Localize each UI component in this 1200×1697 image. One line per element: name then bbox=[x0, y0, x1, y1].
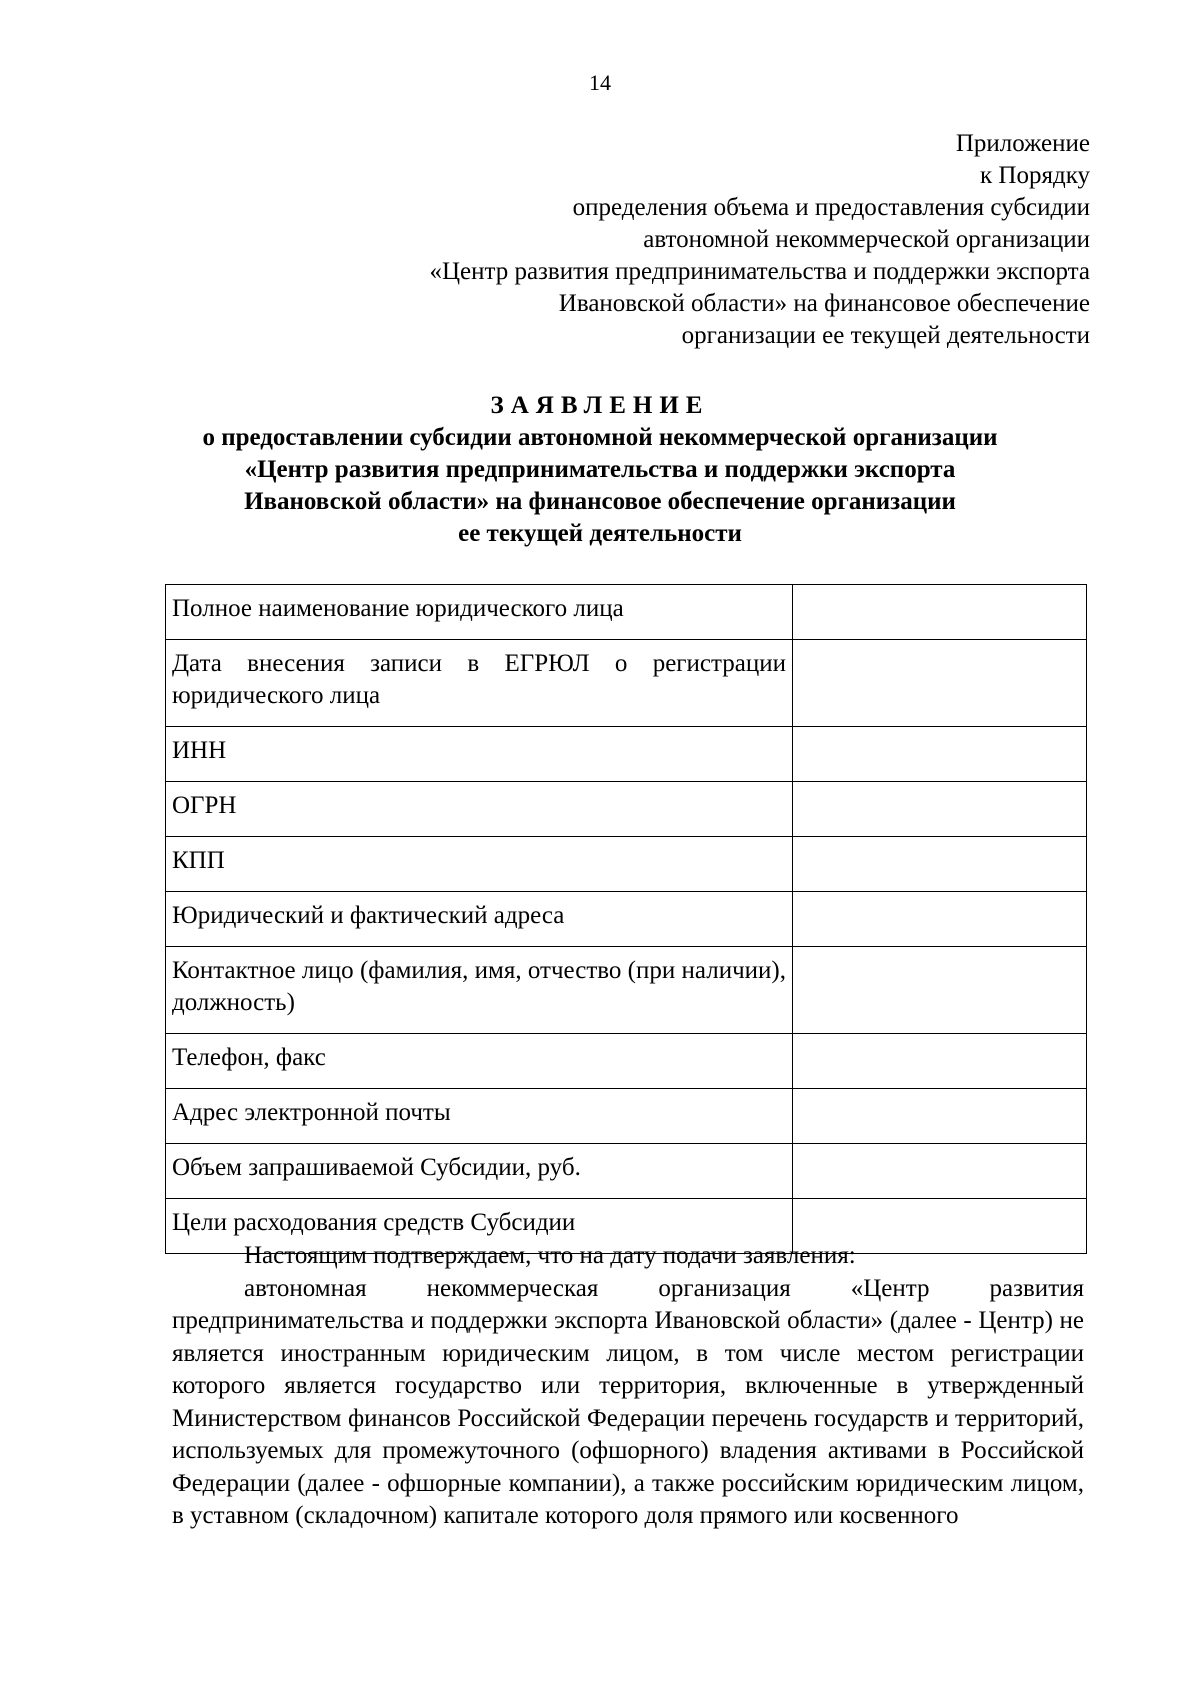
subtitle-line: Ивановской области» на финансовое обеспечение организации bbox=[244, 488, 956, 515]
row-label-subsidy-purposes: Цели расходования средств Субсидии bbox=[166, 1199, 793, 1254]
row-value-egrul-date[interactable] bbox=[793, 640, 1087, 727]
appendix-line: Приложение bbox=[955, 130, 1090, 157]
row-label-ogrn: ОГРН bbox=[166, 782, 793, 837]
row-value-inn[interactable] bbox=[793, 727, 1087, 782]
row-label-kpp: КПП bbox=[166, 837, 793, 892]
table-row bbox=[166, 640, 1087, 727]
row-value-ogrn[interactable] bbox=[793, 782, 1087, 837]
row-label-contact-person: Контактное лицо (фамилия, имя, отчество (при наличии), должность) bbox=[166, 947, 793, 1034]
table-row bbox=[166, 1089, 1087, 1144]
subtitle-line: «Центр развития предпринимательства и поддержки экспорта bbox=[244, 456, 956, 483]
row-label-egrul-date: Дата внесения записи в ЕГРЮЛ о регистрации юридического лица bbox=[166, 640, 793, 727]
row-value-contact-person[interactable] bbox=[793, 947, 1087, 1034]
row-label-addresses: Юридический и фактический адреса bbox=[166, 892, 793, 947]
row-label-inn: ИНН bbox=[166, 727, 793, 782]
application-form-table bbox=[165, 584, 1087, 1254]
row-label-full-name: Полное наименование юридического лица bbox=[166, 585, 793, 640]
row-label-phone-fax: Телефон, факс bbox=[166, 1034, 793, 1089]
row-value-email[interactable] bbox=[793, 1089, 1087, 1144]
row-value-phone-fax[interactable] bbox=[793, 1034, 1087, 1089]
table-row bbox=[166, 837, 1087, 892]
appendix-block bbox=[429, 128, 1090, 352]
table-row bbox=[166, 1144, 1087, 1199]
table-row bbox=[166, 947, 1087, 1034]
row-value-subsidy-amount[interactable] bbox=[793, 1144, 1087, 1199]
table-row bbox=[166, 892, 1087, 947]
table-row bbox=[166, 782, 1087, 837]
row-value-addresses[interactable] bbox=[793, 892, 1087, 947]
confirmation-paragraph: автономная некоммерческая организация «Центр развития предпринимательства и поддержки экспорта Ивановской области» (далее - Центр) не является иностранным юридическим лицом, в том числе местом регистрации которого является государство или территория, включенные в утвержденный Министерством финансов Российской Федерации перечень государств и территорий, используемых для промежуточного (офшорного) владения активами в Российской Федерации (далее - офшорные компании), а также российским юридическим лицом, в уставном (складочном) капитале которого доля прямого или косвенного bbox=[172, 1274, 1084, 1529]
table-row bbox=[166, 727, 1087, 782]
subtitle-line: о предоставлении субсидии автономной некоммерческой организации bbox=[202, 424, 998, 451]
page-number: 14 bbox=[589, 70, 611, 95]
row-label-email: Адрес электронной почты bbox=[166, 1089, 793, 1144]
confirmation-text bbox=[172, 1240, 1084, 1533]
document-subtitle bbox=[0, 422, 1200, 550]
appendix-line: Ивановской области» на финансовое обеспечение bbox=[558, 290, 1090, 317]
row-value-kpp[interactable] bbox=[793, 837, 1087, 892]
table-row bbox=[166, 585, 1087, 640]
row-label-subsidy-amount: Объем запрашиваемой Субсидии, руб. bbox=[166, 1144, 793, 1199]
appendix-line: определения объема и предоставления субсидии bbox=[572, 194, 1090, 221]
appendix-line: организации ее текущей деятельности bbox=[681, 322, 1090, 349]
subtitle-line: ее текущей деятельности bbox=[458, 520, 742, 547]
confirmation-intro: Настоящим подтверждаем, что на дату подачи заявления: bbox=[244, 1242, 856, 1269]
appendix-line: к Порядку bbox=[980, 162, 1090, 189]
appendix-line: автономной некоммерческой организации bbox=[643, 226, 1090, 253]
appendix-line: «Центр развития предпринимательства и поддержки экспорта bbox=[429, 258, 1090, 285]
row-value-full-name[interactable] bbox=[793, 585, 1087, 640]
document-title: ЗАЯВЛЕНИЕ bbox=[490, 392, 710, 419]
table-row bbox=[166, 1034, 1087, 1089]
